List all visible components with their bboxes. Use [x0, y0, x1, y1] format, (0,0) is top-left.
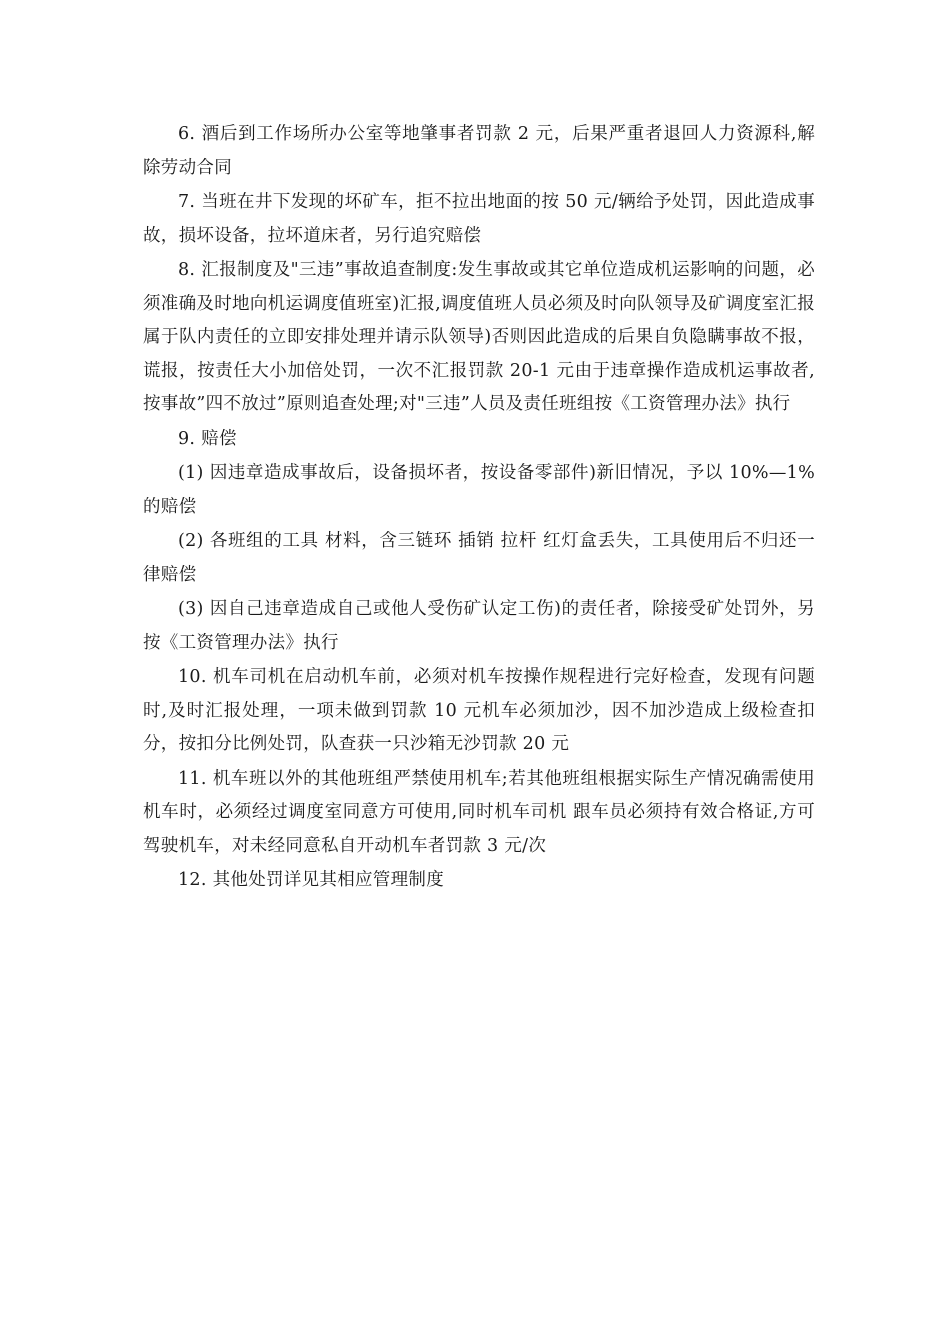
paragraph-rule-9-item-1: (1) 因违章造成事故后，设备损坏者，按设备零部件)新旧情况，予以 10%—1%的赔偿 — [143, 463, 815, 517]
paragraph-rule-10: 10. 机车司机在启动机车前，必须对机车按操作规程进行完好检查，发现有问题时,及时汇报处理，一项未做到罚款 10 元机车必须加沙，因不加沙造成上级检查扣分，按扣分比例处罚，队查获一只沙箱无沙罚款 20 元 — [143, 667, 815, 754]
paragraph-rule-11: 11. 机车班以外的其他班组严禁使用机车;若其他班组根据实际生产情况确需使用机车时，必须经过调度室同意方可使用,同时机车司机 跟车员必须持有效合格证,方可驾驶机车，对未经同意私自开动机车者罚款 3 元/次 — [143, 768, 815, 856]
paragraph-rule-12: 12. 其他处罚详见其相应管理制度 — [178, 870, 444, 890]
paragraph-rule-7: 7. 当班在井下发现的坏矿车，拒不拉出地面的按 50 元/辆给予处罚，因此造成事故，损坏设备，拉坏道床者，另行追究赔偿 — [143, 192, 815, 246]
paragraph-rule-8: 8. 汇报制度及"三违”事故追查制度:发生事故或其它单位造成机运影响的问题，必须准确及时地向机运调度值班室)汇报,调度值班人员必须及时向队领导及矿调度室汇报属于队内责任的立即安排处理并请示队领导)否则因此造成的后果自负隐瞒事故不报，谎报，按责任大小加倍处罚，一次不汇报罚款 20-1 元由于违章操作造成机运事故者,按事故”四不放过”原则追查处理;对"三违”人员及责任班组按《工资管理办法》执行 — [143, 260, 815, 414]
paragraph-rule-9-item-3: (3) 因自己违章造成自己或他人受伤矿认定工伤)的责任者，除接受矿处罚外，另按《工资管理办法》执行 — [143, 599, 815, 653]
document-body — [143, 118, 815, 899]
paragraph-rule-6: 6. 酒后到工作场所办公室等地肇事者罚款 2 元，后果严重者退回人力资源科,解除劳动合同 — [143, 124, 815, 178]
paragraph-rule-9-item-2: (2) 各班组的工具 材料，含三链环 插销 拉杆 红灯盒丢失，工具使用后不归还一律赔偿 — [143, 531, 815, 585]
paragraph-rule-9-heading: 9. 赔偿 — [178, 428, 237, 449]
